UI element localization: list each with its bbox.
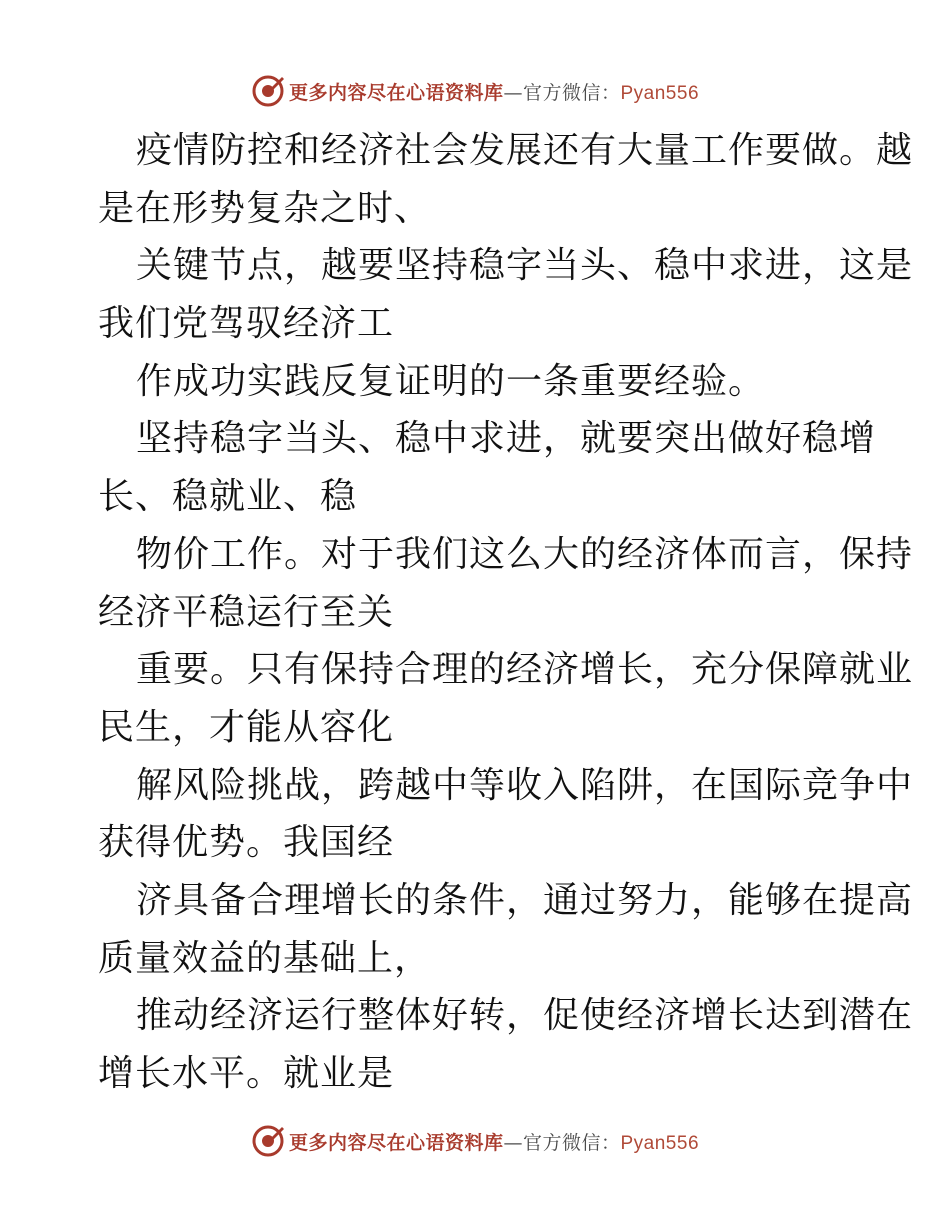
text-line: 物价工作。对于我们这么大的经济体而言，保持 <box>136 533 914 575</box>
text-line: 长、稳就业、稳 <box>98 476 358 518</box>
pen-circle-logo-icon <box>251 1124 285 1158</box>
document-body <box>98 122 914 1103</box>
footer-text <box>289 1128 699 1155</box>
text-line: 坚持稳字当头、稳中求进，就要突出做好稳增 <box>136 418 877 460</box>
footer-wechat-id: Pyan556 <box>620 1132 700 1154</box>
header-text <box>289 78 699 105</box>
footer-brand: 更多内容尽在心语资料库 <box>288 1131 504 1154</box>
text-line: 质量效益的基础上， <box>98 937 432 979</box>
header-wechat-id: Pyan556 <box>620 82 700 104</box>
text-line: 我们党驾驭经济工 <box>98 303 395 345</box>
text-line: 民生，才能从容化 <box>98 706 395 748</box>
text-line: 解风险挑战，跨越中等收入陷阱，在国际竞争中 <box>136 764 914 806</box>
text-line: 是在形势复杂之时、 <box>98 187 432 229</box>
header-banner <box>0 71 950 111</box>
text-line: 疫情防控和经济社会发展还有大量工作要做。越 <box>136 130 914 171</box>
pen-circle-logo-icon <box>251 74 285 108</box>
text-line: 重要。只有保持合理的经济增长，充分保障就业 <box>136 649 914 691</box>
text-line: 经济平稳运行至关 <box>98 591 395 633</box>
footer-dash: — <box>503 1131 523 1154</box>
text-line: 济具备合理增长的条件，通过努力，能够在提高 <box>136 879 914 921</box>
text-line: 获得优势。我国经 <box>98 822 395 864</box>
footer-wechat-label: 官方微信： <box>522 1131 621 1154</box>
text-line: 推动经济运行整体好转，促使经济增长达到潜在 <box>136 995 914 1037</box>
footer-banner <box>0 1121 950 1161</box>
text-line: 增长水平。就业是 <box>98 1053 395 1094</box>
header-brand: 更多内容尽在心语资料库 <box>288 81 504 104</box>
header-wechat-label: 官方微信： <box>522 81 621 104</box>
header-dash: — <box>503 81 523 104</box>
text-line: 作成功实践反复证明的一条重要经验。 <box>136 360 766 402</box>
text-line: 关键节点，越要坚持稳字当头、稳中求进，这是 <box>136 245 914 287</box>
